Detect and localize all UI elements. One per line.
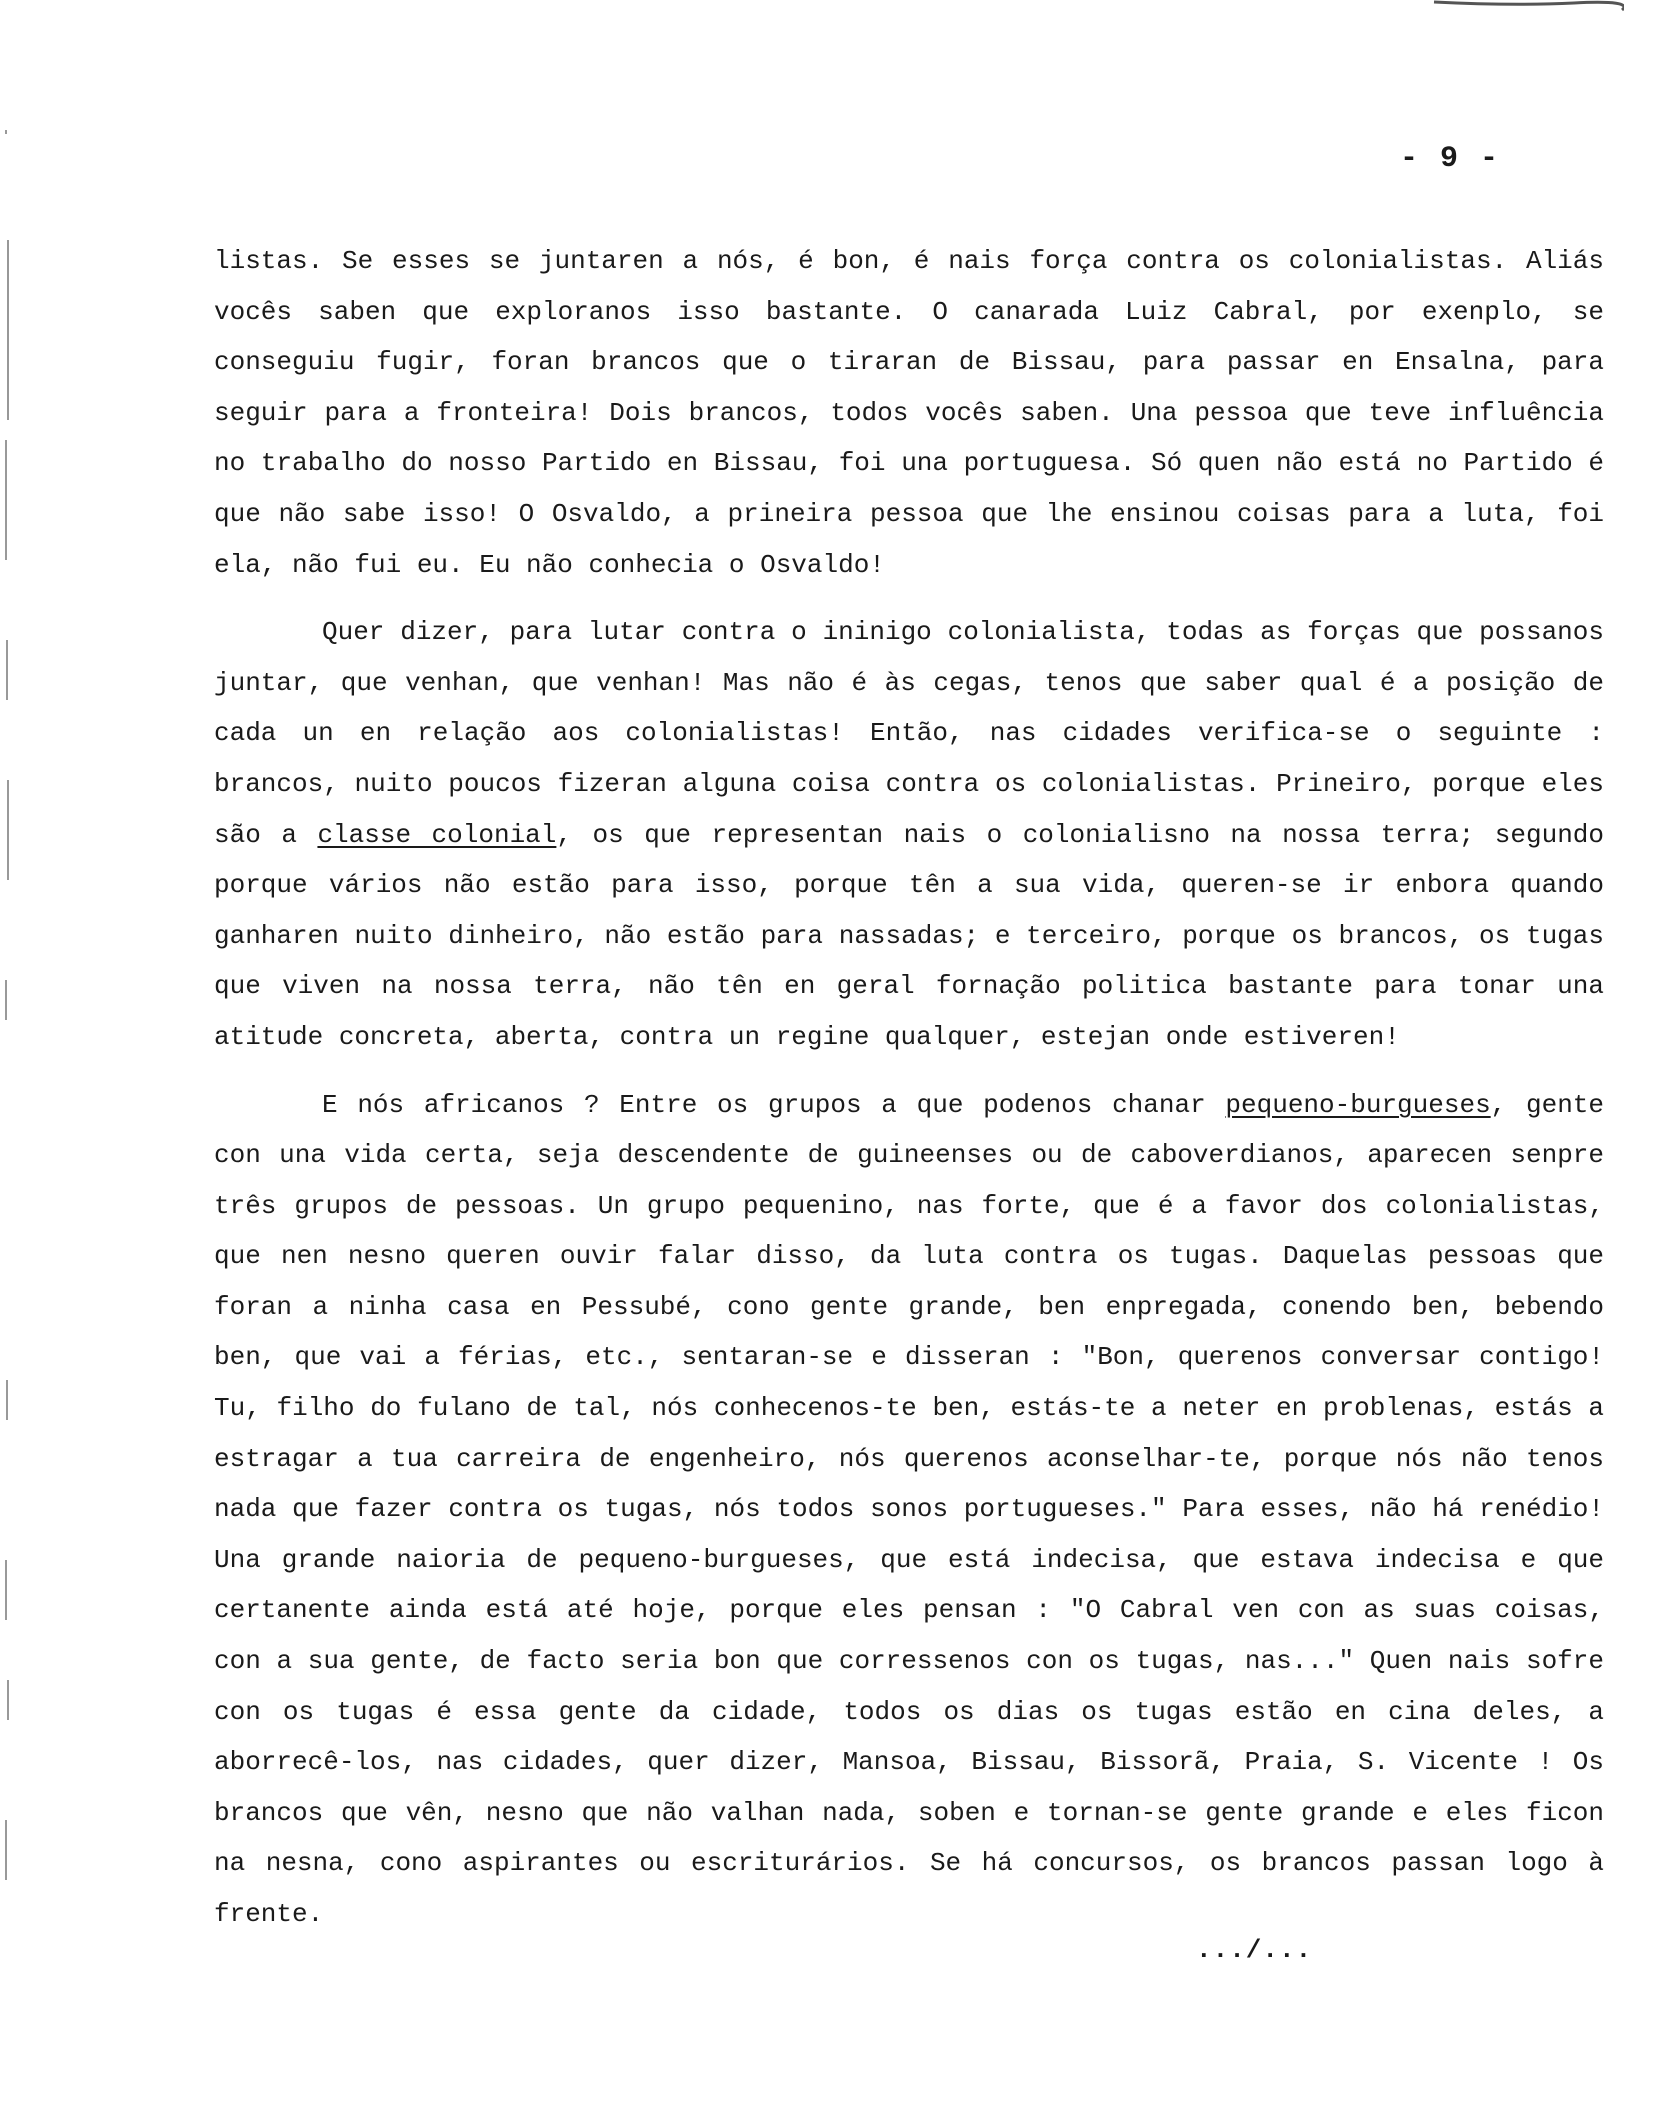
body-text: [214, 236, 1604, 1940]
text-run: listas. Se esses se juntaren a nós, é bon, é nais força contra os colonialistas. Aliás vocês saben que exploranos isso bastante. O canarada Luiz Cabral, por exenplo, se conseguiu fugir, foran brancos que o tiraran de Bissau, para passar en Ensalna, para seguir para a fronteira! Dois brancos, todos vocês saben. Una pessoa que teve influência no trabalho do nosso Partido en Bissau, foi una portuguesa. Só quen não está no Partido é que não sabe isso! O Osvaldo, a prineira pessoa que lhe ensinou coisas para a luta, foi ela, não fui eu. Eu não conhecia o Osvaldo!: [214, 246, 1604, 580]
text-run: Quer dizer, para lutar contra o ininigo colonialista, todas as forças que possanos juntar, que venhan, que venhan! Mas não é às cegas, tenos que saber qual é a posição de cada un en relação aos colonialistas! Então, nas cidades verifica-se o seguinte : brancos, nuito poucos fizeran alguna coisa contra os colonialistas. Prineiro, porque eles são a: [214, 617, 1604, 850]
text-run: , gente con una vida certa, seja descendente de guineenses ou de caboverdianos, aparecen senpre três grupos de pessoas. Un grupo pequenino, nas forte, que é a favor dos colonialistas, que nen nesno queren ouvir falar disso, da luta contra os tugas. Daquelas pessoas que foran a ninha casa en Pessubé, cono gente grande, ben enpregada, conendo ben, bebendo ben, que vai a férias, etc., sentaran-se e disseran : "Bon, querenos conversar contigo! Tu, filho do fulano de tal, nós conhecenos-te ben, estás-te a neter en problenas, estás a estragar a tua carreira de engenheiro, nós querenos aconselhar-te, porque nós não tenos nada que fazer contra os tugas, nós todos sonos portugueses." Para esses, não há renédio! Una grande naioria de pequeno-burgueses, que está indecisa, que estava indecisa e que certanente ainda está até hoje, porque eles pensan : "O Cabral ven con as suas coisas, con a sua gente, de facto seria bon que corressenos con os tugas, nas..." Quen nais sofre con os tugas é essa gente da cidade, todos os dias os tugas estão en cina deles, a aborrecê-los, nas cidades, quer dizer, Mansoa, Bissau, Bissorã, Praia, S. Vicente ! Os brancos que vên, nesno que não valhan nada, soben e tornan-se gente grande e eles ficon na nesna, cono aspirantes ou escriturários. Se há concursos, os brancos passan logo à frente.: [214, 1089, 1605, 1929]
paragraph: [214, 1080, 1604, 1940]
paragraph: [214, 607, 1604, 1062]
text-run: , os que representan nais o colonialisno na nossa terra; segundo porque vários não estão para isso, porque tên a sua vida, queren-se ir enbora quando ganharen nuito dinheiro, não estão para nassadas; e terceiro, porque os brancos, os tugas que viven na nossa terra, não tên en geral fornação politica bastante para tonar una atitude concreta, aberta, contra un regine qualquer, estejan onde estiveren!: [214, 819, 1605, 1052]
scan-artifact-top: [1424, 0, 1624, 14]
scan-artifact-left-edge: [0, 120, 16, 2020]
continuation-marker: .../...: [1196, 1935, 1313, 1965]
text-run: E nós africanos ? Entre os grupos a que podenos chanar: [322, 1089, 1226, 1120]
page-number: - 9 -: [1400, 142, 1501, 176]
underlined-phrase: pequeno-burgueses: [1225, 1089, 1491, 1120]
underlined-phrase: classe colonial: [317, 819, 557, 850]
paragraph: [214, 236, 1604, 590]
